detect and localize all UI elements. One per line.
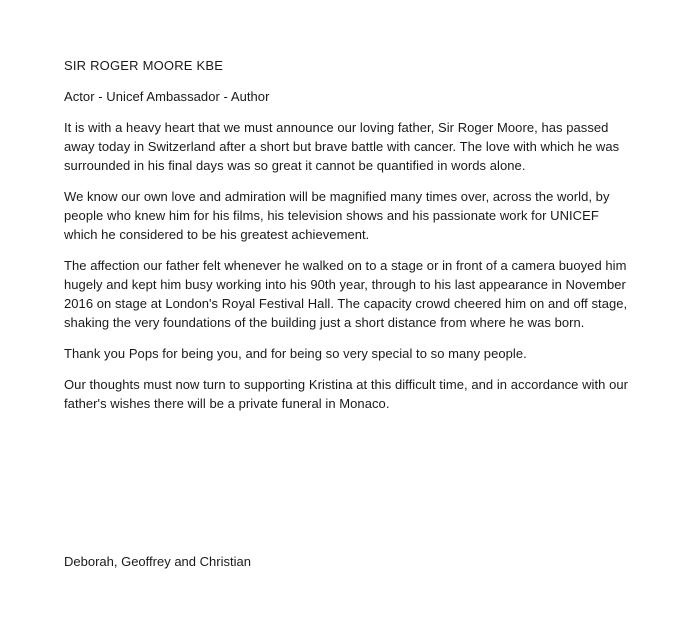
paragraph-affection: The affection our father felt whenever he walked on to a stage or in front of a camera buoyed him hugely and kept him busy working into his 90th year, through to his last appearance in November 2016 on stage at London's Royal Festival Hall. The capacity crowd cheered him on and off stage, shaking the very foundations of the building just a short distance from where he was born. bbox=[64, 258, 628, 330]
signature: Deborah, Geoffrey and Christian bbox=[64, 554, 251, 569]
paragraph-funeral: Our thoughts must now turn to supporting Kristina at this difficult time, and in accordance with our father's wishes there will be a private funeral in Monaco. bbox=[64, 377, 629, 411]
paragraph-thank-you: Thank you Pops for being you, and for being so very special to so many people. bbox=[64, 346, 527, 361]
statement-body bbox=[64, 56, 632, 425]
document-title: SIR ROGER MOORE KBE bbox=[64, 58, 224, 73]
paragraph-love-admiration: We know our own love and admiration will be magnified many times over, across the world, by people who knew him for his films, his television shows and his passionate work for UNICEF which he considered to be his greatest achievement. bbox=[64, 189, 610, 242]
document-subtitle: Actor - Unicef Ambassador - Author bbox=[64, 89, 270, 104]
paragraph-announcement: It is with a heavy heart that we must announce our loving father, Sir Roger Moore, has passed away today in Switzerland after a short but brave battle with cancer. The love with which he was surrounded in his final days was so great it cannot be quantified in words alone. bbox=[64, 120, 620, 173]
